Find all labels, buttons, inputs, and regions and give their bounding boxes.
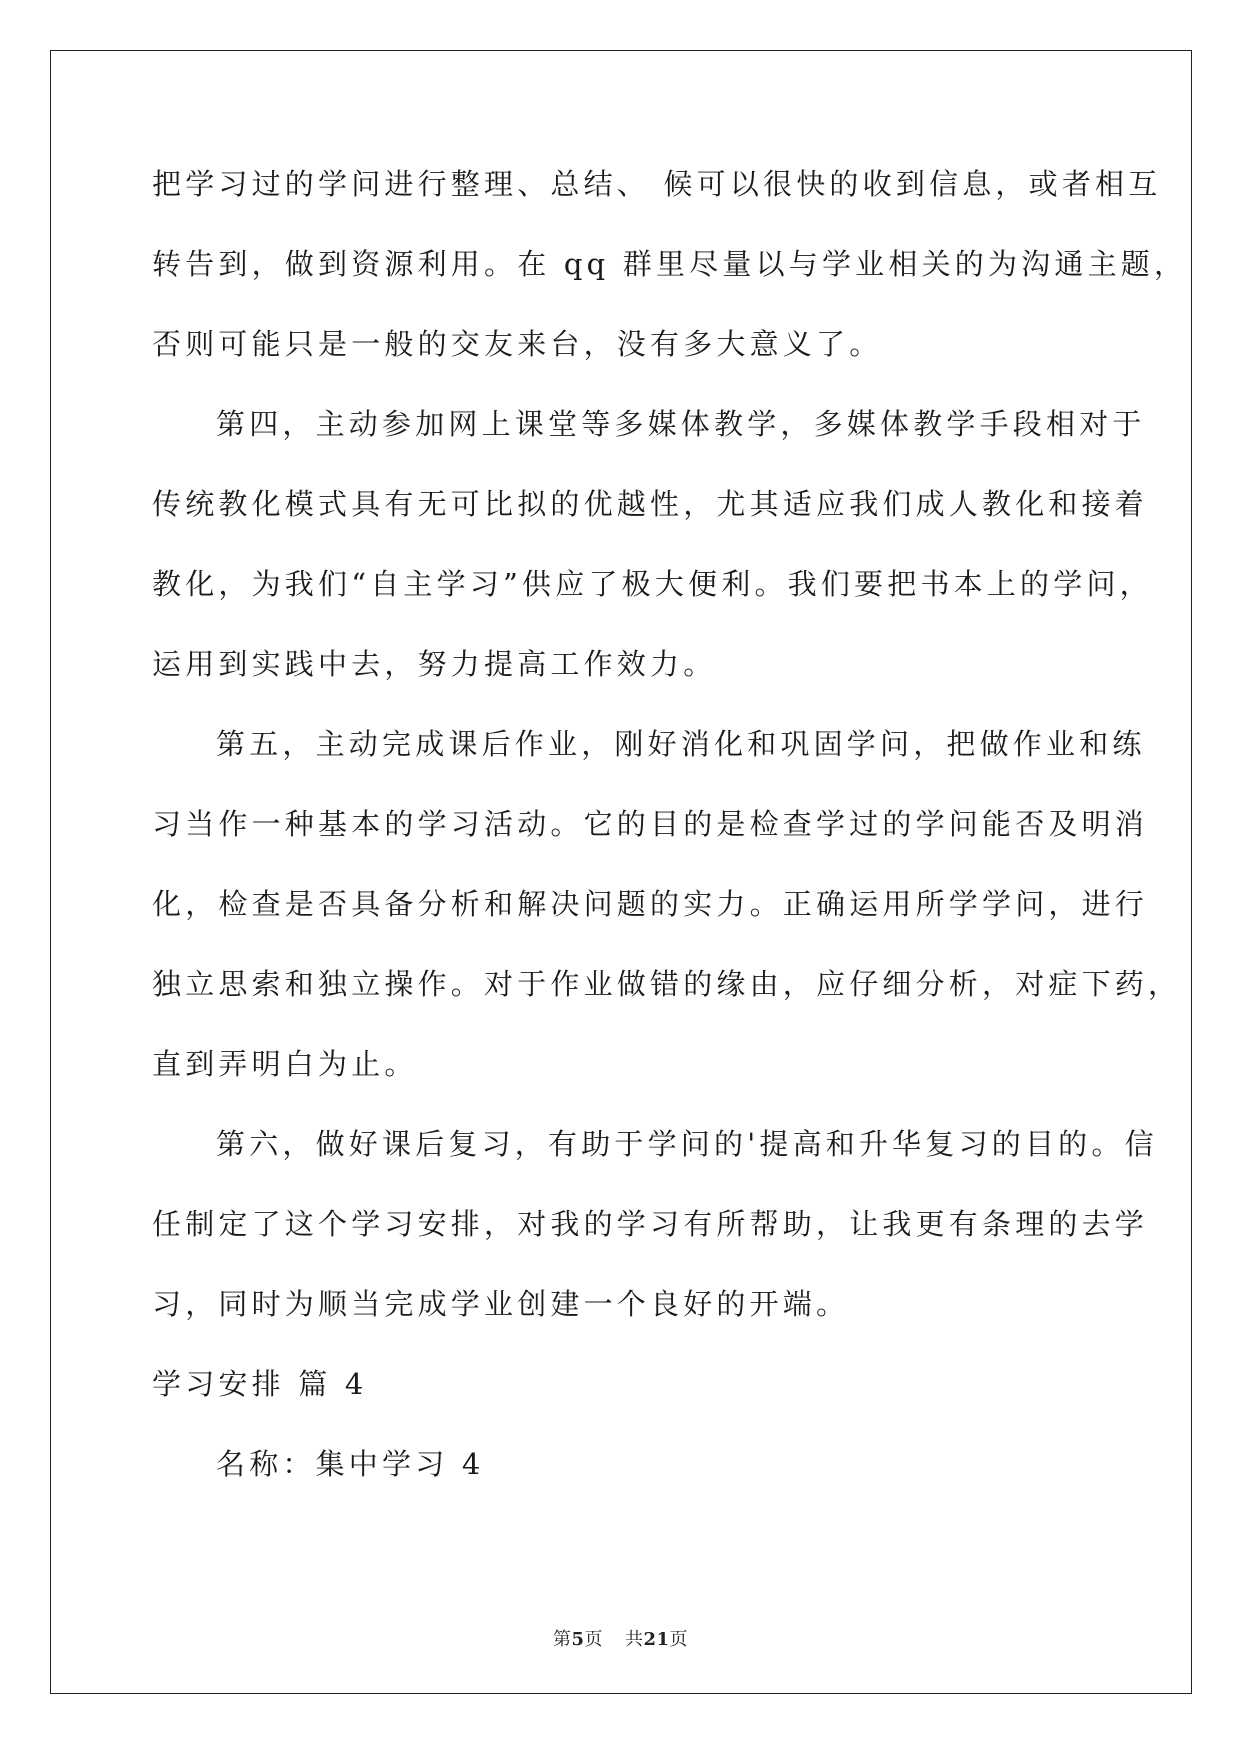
page-footer bbox=[0, 1625, 1241, 1651]
page-number: 5 bbox=[571, 1629, 585, 1650]
total-suffix: 页 bbox=[669, 1629, 689, 1650]
text-line: 把学习过的学问进行整理、总结、 候可以很快的收到信息，或者相互 bbox=[152, 167, 1162, 201]
text-line: 习，同时为顺当完成学业创建一个良好的开端。 bbox=[152, 1287, 850, 1321]
text-line: 独立思索和独立操作。对于作业做错的缘由，应仔细分析，对症下药， bbox=[152, 967, 1182, 1001]
text-line: 否则可能只是一般的交友来台，没有多大意义了。 bbox=[152, 327, 883, 361]
page-suffix: 页 bbox=[584, 1629, 603, 1650]
text-line: 任制定了这个学习安排，对我的学习有所帮助，让我更有条理的去学 bbox=[152, 1207, 1149, 1241]
paragraph-start-line: 第五，主动完成课后作业，刚好消化和巩固学问，把做作业和练 bbox=[216, 727, 1146, 761]
paragraph-start-line: 名称：集中学习 4 bbox=[216, 1447, 485, 1481]
paragraph-start-line: 第四，主动参加网上课堂等多媒体教学，多媒体教学手段相对于 bbox=[216, 407, 1146, 441]
section-heading: 学习安排 篇 4 bbox=[152, 1367, 368, 1401]
text-line: 转告到，做到资源利用。在 qq 群里尽量以与学业相关的为沟通主题， bbox=[152, 247, 1188, 281]
document-body bbox=[152, 165, 1188, 1525]
total-pages: 21 bbox=[643, 1629, 670, 1650]
total-prefix: 共 bbox=[624, 1629, 644, 1650]
page-prefix: 第 bbox=[552, 1629, 572, 1650]
text-line: 运用到实践中去，努力提高工作效力。 bbox=[152, 647, 717, 681]
text-line: 教化，为我们“自主学习”供应了极大便利。我们要把书本上的学问， bbox=[152, 567, 1153, 601]
paragraph-start-line: 第六，做好课后复习，有助于学问的'提高和升华复习的目的。信 bbox=[216, 1127, 1158, 1161]
text-line: 习当作一种基本的学习活动。它的目的是检查学过的学问能否及明消 bbox=[152, 807, 1149, 841]
text-line: 直到弄明白为止。 bbox=[152, 1047, 418, 1081]
text-line: 传统教化模式具有无可比拟的优越性，尤其适应我们成人教化和接着 bbox=[152, 487, 1149, 521]
text-line: 化，检查是否具备分析和解决问题的实力。正确运用所学学问，进行 bbox=[152, 887, 1149, 921]
